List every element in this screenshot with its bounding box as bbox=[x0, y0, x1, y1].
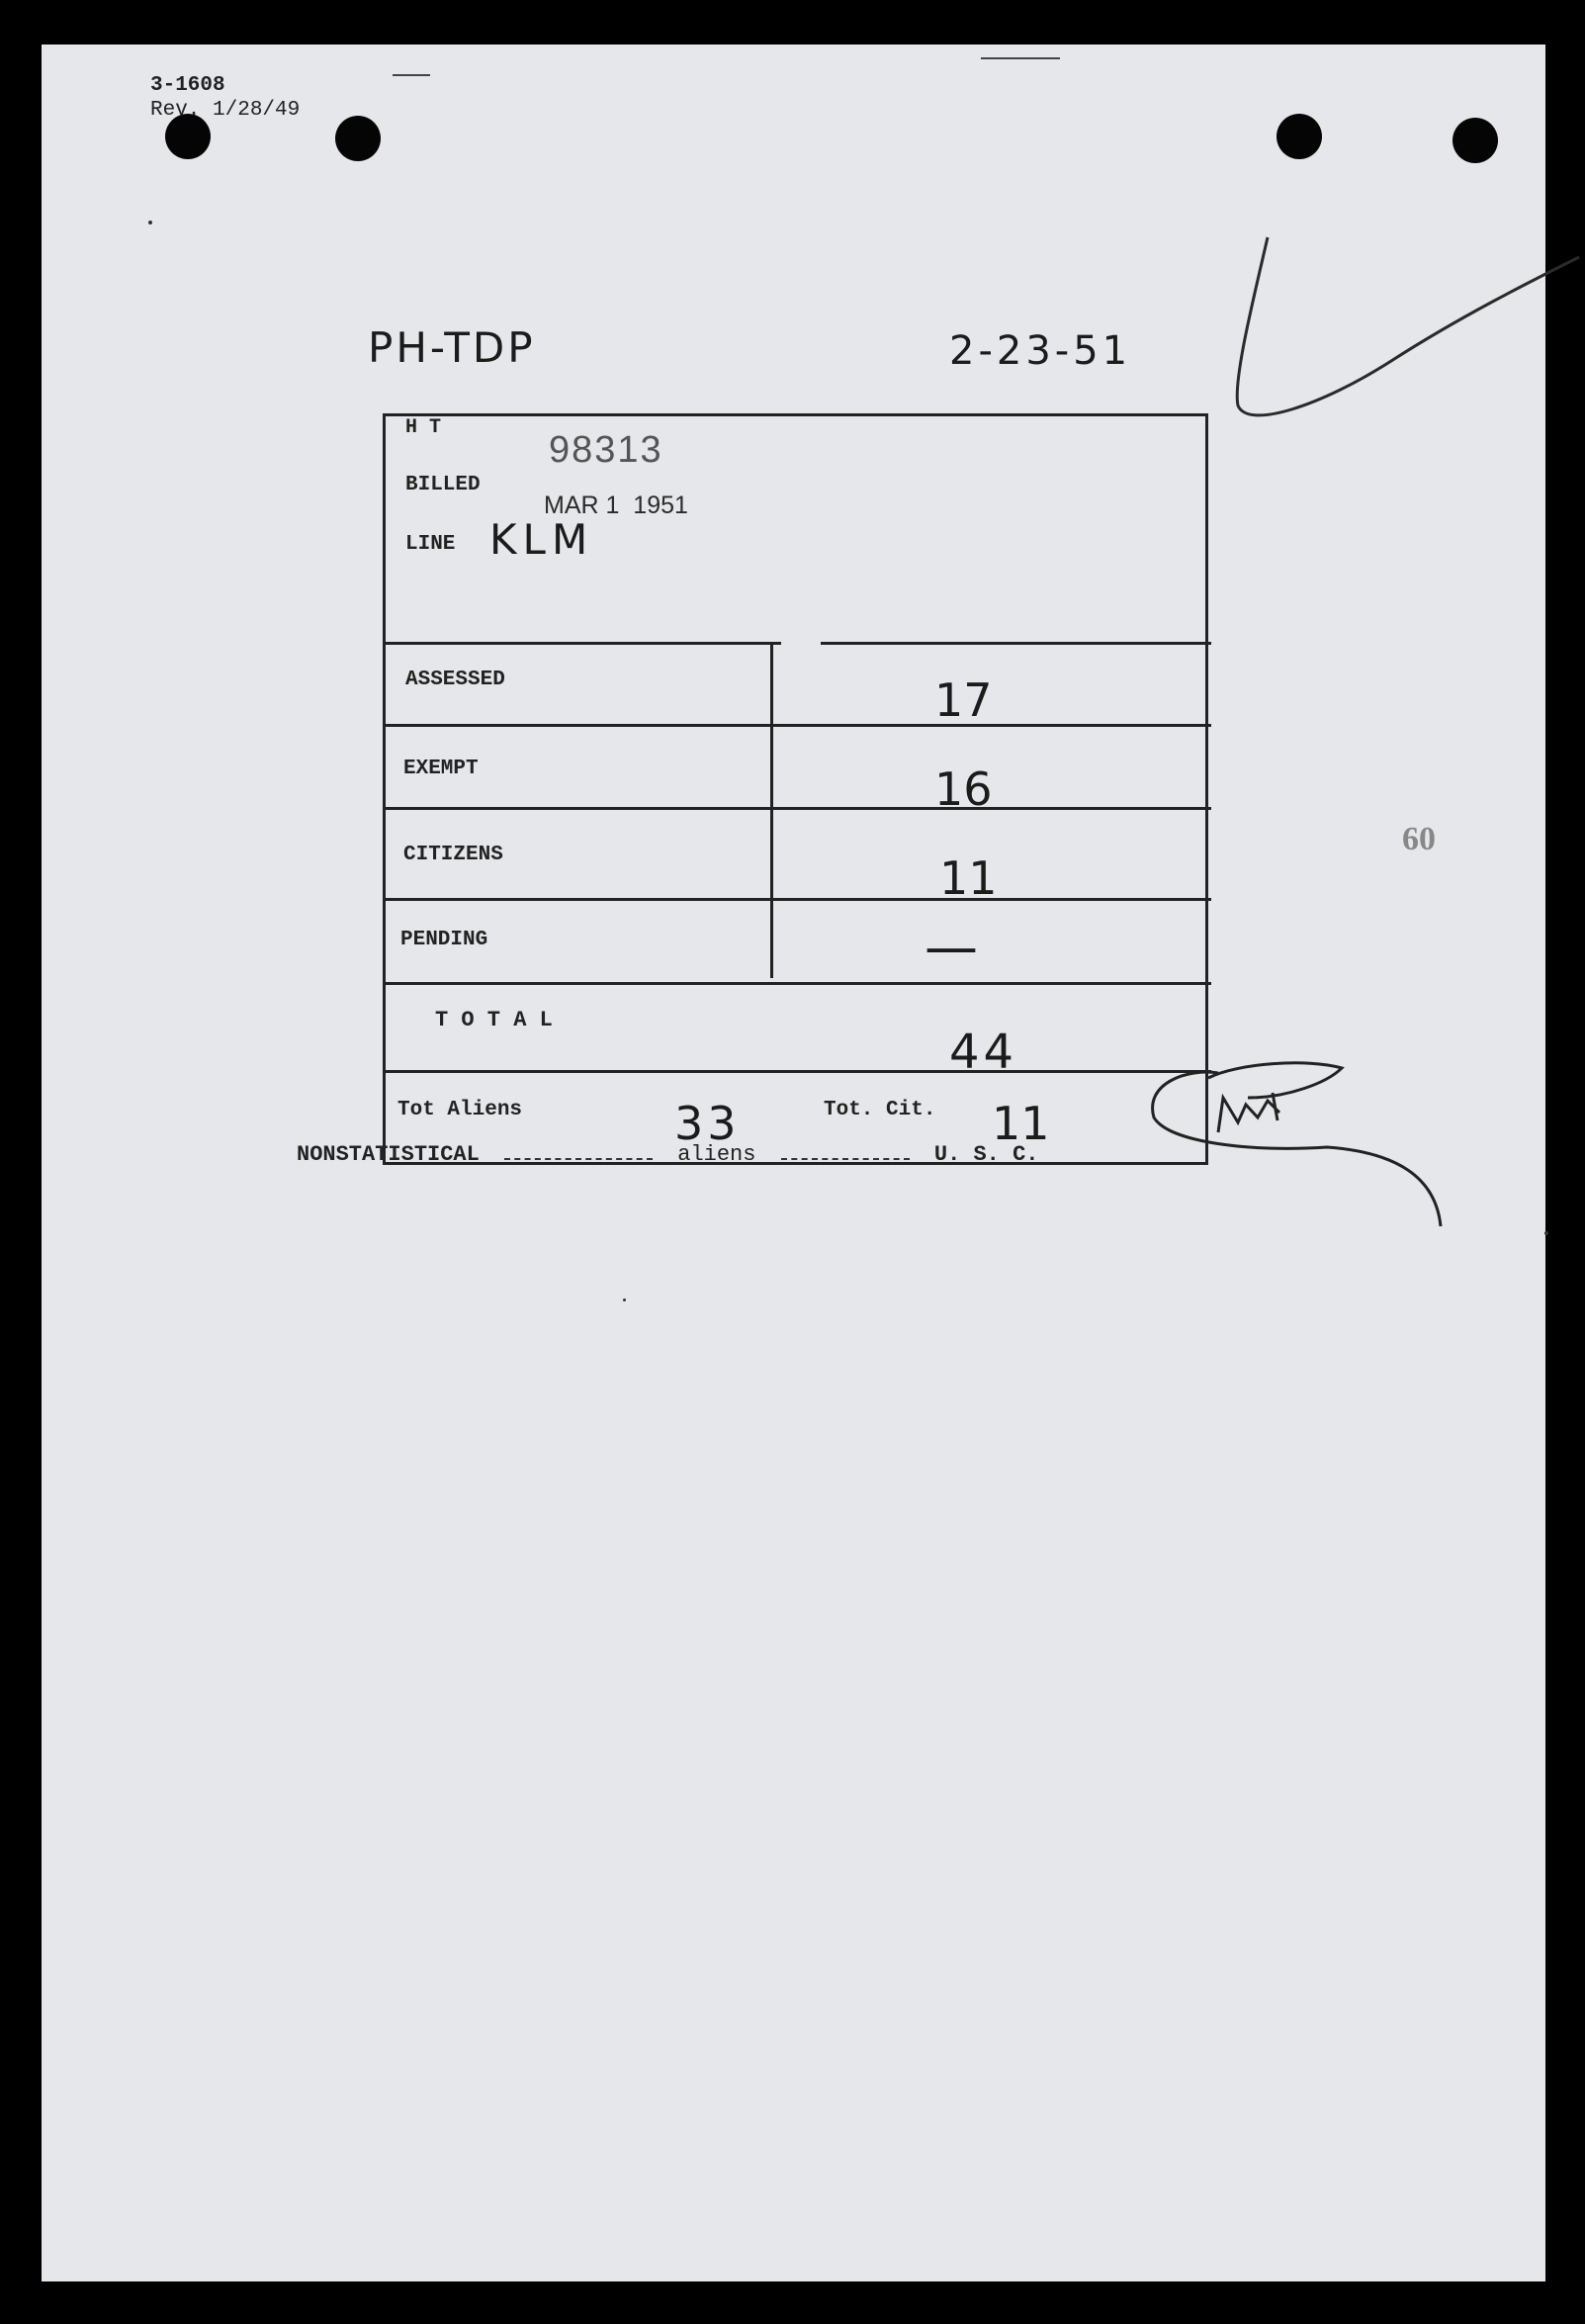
usc-label: U. S. C. bbox=[933, 1142, 1039, 1167]
punch-hole bbox=[1277, 114, 1322, 159]
exempt-label: EXEMPT bbox=[403, 758, 479, 780]
assessed-label: ASSESSED bbox=[405, 669, 505, 691]
tot-aliens-label: Tot Aliens bbox=[397, 1099, 523, 1121]
punch-hole bbox=[335, 116, 381, 161]
page-number: 60 bbox=[1402, 821, 1436, 857]
nonstatistical-label: NONSTATISTICAL bbox=[297, 1142, 480, 1167]
pending-value: — bbox=[925, 916, 978, 978]
form-number: 3-1608 bbox=[150, 74, 225, 97]
divider bbox=[386, 724, 1211, 727]
billed-date-stamp: MAR 1 1951 bbox=[544, 492, 688, 519]
speck bbox=[1544, 1231, 1548, 1235]
citizens-label: CITIZENS bbox=[403, 844, 503, 866]
divider bbox=[821, 642, 1211, 645]
divider bbox=[386, 982, 1211, 985]
tot-cit-value: 11 bbox=[992, 1097, 1050, 1150]
pending-label: PENDING bbox=[400, 929, 488, 951]
document-page bbox=[42, 45, 1545, 2281]
citizens-value: 11 bbox=[939, 851, 998, 905]
punch-hole bbox=[1453, 118, 1498, 163]
total-label: T O T A L bbox=[435, 1008, 553, 1032]
tot-aliens-value: 33 bbox=[674, 1097, 741, 1150]
office-code: PH-TDP bbox=[368, 323, 536, 372]
ink-mark bbox=[393, 74, 430, 76]
line-value: KLM bbox=[489, 515, 594, 564]
line-label: LINE bbox=[405, 533, 456, 556]
aliens-label: aliens bbox=[677, 1142, 756, 1167]
tot-cit-label: Tot. Cit. bbox=[824, 1099, 936, 1121]
divider bbox=[770, 642, 773, 978]
speck bbox=[623, 1298, 626, 1301]
aliens-blank bbox=[781, 1158, 910, 1160]
billed-label: BILLED bbox=[405, 474, 481, 496]
speck bbox=[148, 221, 152, 224]
nonstatistical-blank bbox=[504, 1158, 653, 1160]
entry-date: 2-23-51 bbox=[949, 328, 1132, 374]
assessed-value: 17 bbox=[934, 673, 993, 727]
check-mark-icon bbox=[1213, 193, 1585, 490]
total-value: 44 bbox=[949, 1025, 1018, 1080]
initials-signature bbox=[1100, 1043, 1455, 1251]
ink-mark bbox=[981, 57, 1060, 59]
ht-label: H T bbox=[405, 416, 442, 439]
form-revision: Rev. 1/28/49 bbox=[150, 99, 301, 122]
divider bbox=[386, 642, 781, 645]
divider bbox=[386, 1070, 1211, 1073]
statistics-form bbox=[383, 413, 1208, 1165]
divider bbox=[386, 898, 1211, 901]
nonstatistical-line bbox=[297, 1142, 1039, 1167]
ht-number: 98313 bbox=[549, 429, 663, 471]
exempt-value: 16 bbox=[934, 762, 993, 816]
divider bbox=[386, 807, 1211, 810]
